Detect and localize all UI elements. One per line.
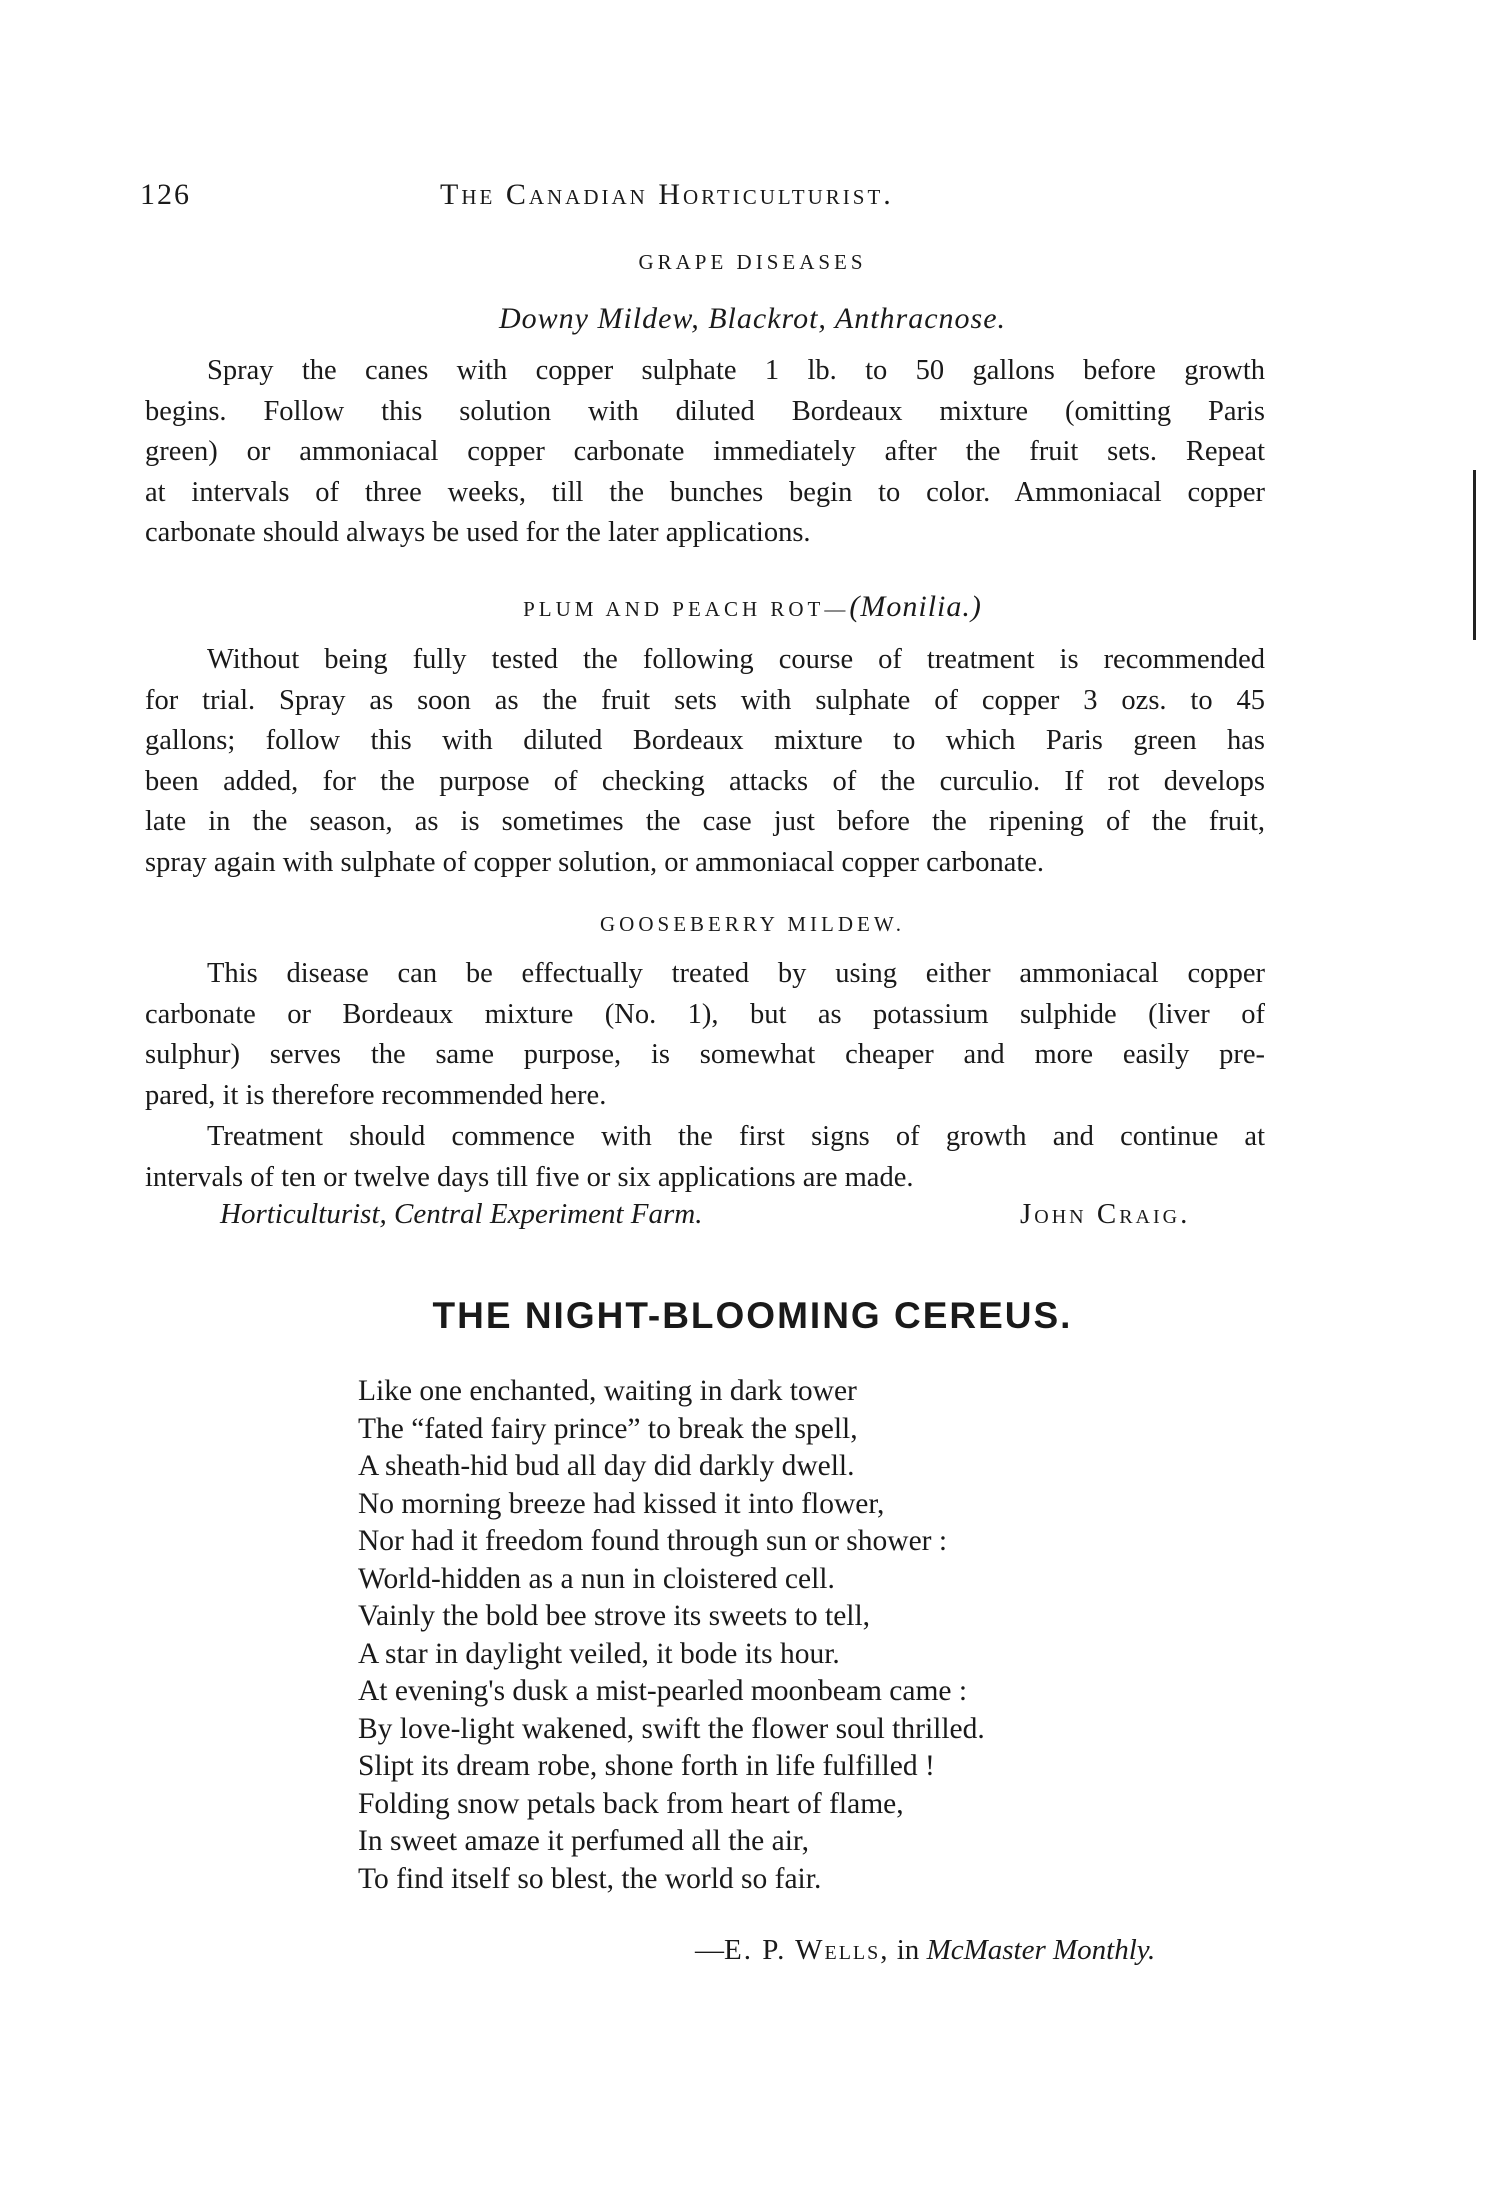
text-line: carbonate should always be used for the later applications. — [145, 517, 811, 548]
grape-heading: GRAPE DISEASES — [638, 250, 867, 274]
plum-heading — [0, 590, 1505, 624]
text-line: Treatment should commence with the first signs of growth and continue at — [207, 1121, 1265, 1152]
poem-line: A sheath-hid bud all day did darkly dwell. — [358, 1450, 855, 1482]
journal-title: The Canadian Horticulturist. — [440, 178, 894, 211]
attribution-in: in — [889, 1934, 927, 1966]
attribution-source: McMaster Monthly. — [926, 1934, 1156, 1966]
poem-body — [358, 1373, 1258, 1898]
poem-line: Like one enchanted, waiting in dark tower — [358, 1375, 857, 1407]
plum-heading-italic: (Monilia.) — [849, 590, 982, 623]
text-line: sulphur) serves the same purpose, is somewhat cheaper and more easily pre- — [145, 1039, 1265, 1070]
poem-line: Slipt its dream robe, shone forth in life fulfilled ! — [358, 1750, 935, 1782]
poem-line: The “fated fairy prince” to break the spell, — [358, 1412, 858, 1445]
signature-author: John Craig. — [1020, 1198, 1191, 1230]
text-line: intervals of ten or twelve days till five or six applications are made. — [145, 1161, 914, 1193]
text-line: carbonate or Bordeaux mixture (No. 1), but as potassium sulphide (liver of — [145, 998, 1265, 1030]
poem-line: A star in daylight veiled, it bode its hour. — [358, 1637, 840, 1670]
gooseberry-paragraph-2 — [145, 1117, 1265, 1198]
signature-line — [220, 1198, 1220, 1231]
margin-rule — [1473, 470, 1476, 640]
gooseberry-heading: GOOSEBERRY MILDEW. — [600, 912, 905, 936]
text-line: been added, for the purpose of checking attacks of the curculio. If rot develops — [145, 765, 1265, 797]
poem-attribution — [695, 1934, 1155, 1967]
poem-line: At evening's dusk a mist-pearled moonbeam came : — [358, 1675, 968, 1707]
plum-paragraph — [145, 640, 1265, 883]
text-line: This disease can be effectually treated by using either ammoniacal copper — [207, 958, 1265, 989]
text-line: spray again with sulphate of copper solution, or ammoniacal copper carbonate. — [145, 846, 1045, 878]
attribution-author: E. P. Wells, — [724, 1934, 890, 1966]
signature-org: Horticulturist, Central Experiment Farm. — [220, 1198, 703, 1230]
poem-title: THE NIGHT-BLOOMING CEREUS. — [432, 1295, 1073, 1336]
text-line: Spray the canes with copper sulphate 1 lb. to 50 gallons before growth — [207, 355, 1265, 386]
text-line: green) or ammoniacal copper carbonate immediately after the fruit sets. Repeat — [145, 436, 1265, 467]
text-line: late in the season, as is sometimes the case just before the ripening of the fruit, — [145, 806, 1265, 837]
poem-line: Folding snow petals back from heart of flame, — [358, 1787, 904, 1820]
poem-line: By love-light wakened, swift the flower soul thrilled. — [358, 1712, 985, 1745]
poem-line: Nor had it freedom found through sun or shower : — [358, 1525, 948, 1557]
plum-heading-text: PLUM AND PEACH ROT— — [523, 597, 850, 621]
gooseberry-paragraph-1 — [145, 954, 1265, 1116]
text-line: at intervals of three weeks, till the bunches begin to color. Ammoniacal copper — [145, 476, 1265, 508]
grape-subheading: Downy Mildew, Blackrot, Anthracnose. — [498, 302, 1007, 335]
page-number: 126 — [140, 178, 191, 211]
poem-line: Vainly the bold bee strove its sweets to tell, — [358, 1600, 871, 1632]
text-line: pared, it is therefore recommended here. — [145, 1079, 607, 1111]
running-head — [140, 178, 1270, 218]
poem-line: In sweet amaze it perfumed all the air, — [358, 1825, 809, 1857]
text-line: Without being fully tested the following course of treatment is recommended — [207, 644, 1265, 675]
text-line: for trial. Spray as soon as the fruit sets with sulphate of copper 3 ozs. to 45 — [145, 684, 1265, 716]
grape-paragraph — [145, 351, 1265, 554]
poem-line: To find itself so blest, the world so fair. — [358, 1862, 822, 1895]
poem-line: World-hidden as a nun in cloistered cell. — [358, 1562, 835, 1595]
attribution-dash: — — [695, 1934, 724, 1966]
text-line: begins. Follow this solution with diluted Bordeaux mixture (omitting Paris — [145, 395, 1265, 427]
poem-line: No morning breeze had kissed it into flower, — [358, 1487, 885, 1520]
text-line: gallons; follow this with diluted Bordeaux mixture to which Paris green has — [145, 725, 1265, 756]
